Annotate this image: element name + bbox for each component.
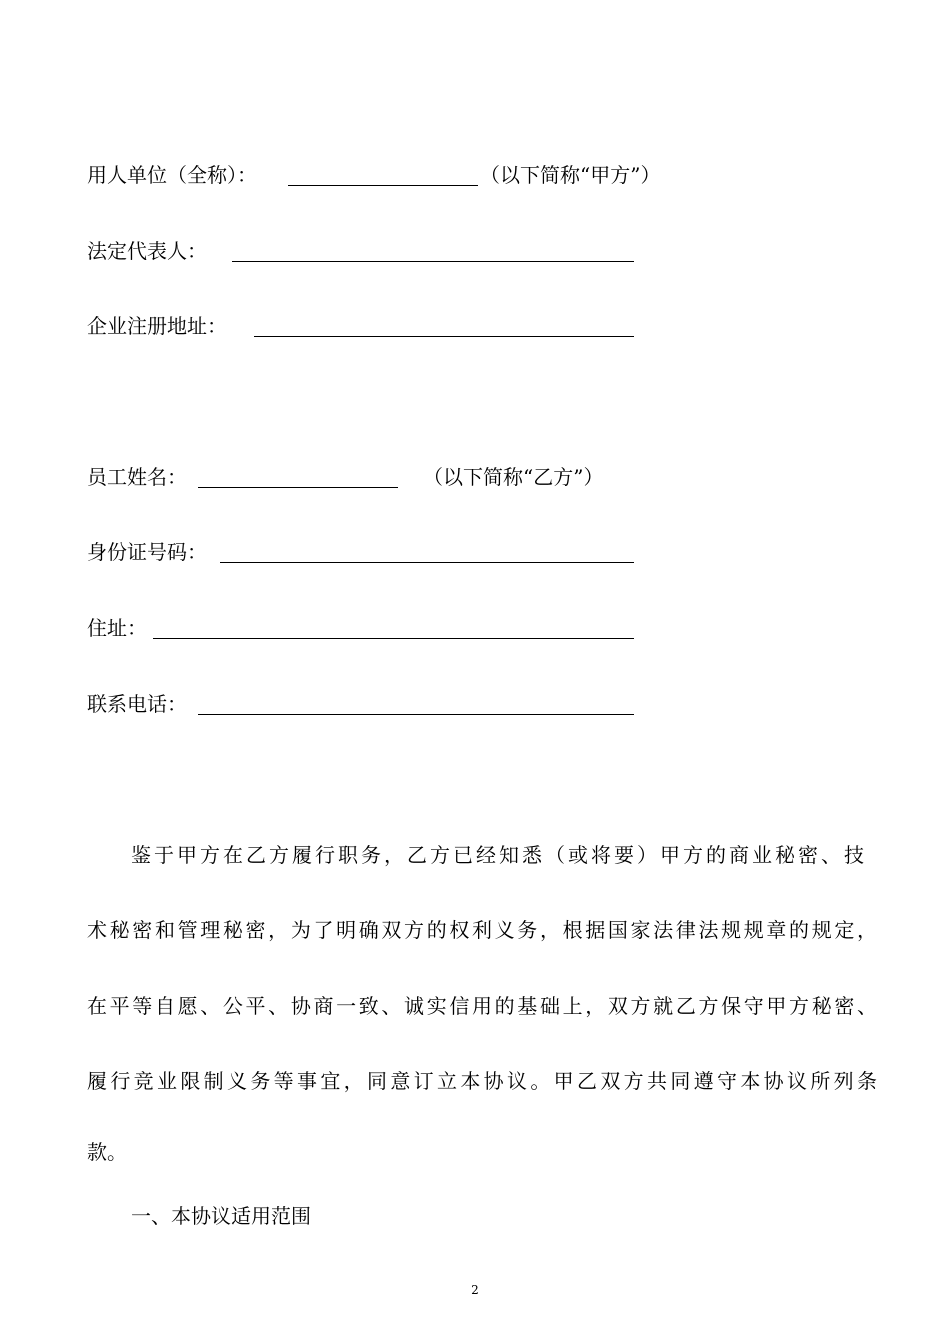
id-number-blank[interactable] bbox=[220, 562, 634, 563]
company-name-blank[interactable] bbox=[288, 185, 478, 186]
section-heading: 一、本协议适用范围 bbox=[131, 1204, 311, 1228]
employee-name-suffix: （以下简称“乙方”） bbox=[423, 465, 604, 489]
phone-blank[interactable] bbox=[198, 714, 634, 715]
preamble-line: 履行竞业限制义务等事宜，同意订立本协议。甲乙双方共同遵守本协议所列条 bbox=[87, 1069, 877, 1093]
company-address-blank[interactable] bbox=[254, 336, 634, 337]
employee-address-label: 住址： bbox=[87, 616, 147, 640]
page-number: 2 bbox=[471, 1283, 479, 1297]
preamble-line: 款。 bbox=[87, 1140, 127, 1164]
employee-name-suffix-field bbox=[423, 465, 603, 489]
preamble-line: 在平等自愿、公平、协商一致、诚实信用的基础上，双方就乙方保守甲方秘密、 bbox=[87, 994, 877, 1018]
legal-representative-blank[interactable] bbox=[232, 261, 634, 262]
preamble-line: 鉴于甲方在乙方履行职务，乙方已经知悉（或将要）甲方的商业秘密、技 bbox=[131, 843, 864, 867]
employee-address-blank[interactable] bbox=[153, 638, 634, 639]
legal-representative-label: 法定代表人： bbox=[87, 239, 207, 263]
company-name-suffix: （以下简称“甲方”） bbox=[480, 163, 661, 187]
company-address-field bbox=[87, 314, 227, 338]
company-name-field bbox=[87, 163, 257, 187]
employee-name-blank[interactable] bbox=[198, 487, 398, 488]
phone-field bbox=[87, 692, 187, 716]
company-address-label: 企业注册地址： bbox=[87, 314, 227, 338]
preamble-line: 术秘密和管理秘密，为了明确双方的权利义务，根据国家法律法规规章的规定， bbox=[87, 918, 877, 942]
company-name-suffix-field bbox=[480, 163, 660, 187]
employee-name-label: 员工姓名： bbox=[87, 465, 187, 489]
legal-representative-field bbox=[87, 239, 207, 263]
employee-address-field bbox=[87, 616, 147, 640]
phone-label: 联系电话： bbox=[87, 692, 187, 716]
id-number-label: 身份证号码： bbox=[87, 540, 207, 564]
company-name-label: 用人单位（全称）： bbox=[87, 163, 257, 187]
id-number-field bbox=[87, 540, 207, 564]
employee-name-field bbox=[87, 465, 187, 489]
